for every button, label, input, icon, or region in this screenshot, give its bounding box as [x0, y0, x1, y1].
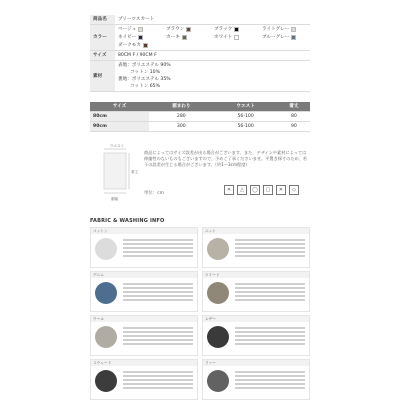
length-label: 着丈 [131, 170, 138, 174]
tumble-dry-icon: ✕ [276, 185, 286, 195]
spec-name-value: プリーツスカート [115, 15, 310, 25]
color-name: ライトグレー [262, 27, 290, 32]
fabric-swatch [95, 238, 117, 260]
bleach-icon: △ [237, 185, 247, 195]
fabric-desc [235, 283, 305, 303]
fabric-swatch [207, 282, 229, 304]
color-swatch [291, 35, 296, 40]
table-row [90, 112, 310, 122]
size-cell: 90cm [90, 122, 149, 132]
hem-label: 裾幅 [111, 197, 118, 201]
spec-row-size [90, 51, 310, 61]
color-option [214, 26, 258, 33]
fabric-desc [123, 283, 193, 303]
size-header: サイズ [90, 102, 149, 112]
spec-size-key: サイズ [90, 51, 115, 61]
color-swatch [234, 35, 239, 40]
color-name: ブラック [214, 27, 233, 32]
fabric-label: レザー [203, 316, 309, 322]
skirt-diagram [90, 143, 140, 203]
color-option [118, 26, 162, 33]
spec-name-key: 商品名 [90, 15, 115, 25]
color-list [118, 26, 307, 49]
material-line: コットン 10% [130, 70, 160, 75]
fabric-card [202, 359, 310, 400]
fabric-card [202, 271, 310, 312]
color-name: カーキ [166, 35, 180, 40]
table-row [90, 122, 310, 132]
size-table [90, 102, 310, 132]
size-cell: 80 [278, 112, 310, 122]
color-option [118, 34, 162, 41]
size-note: 商品によってはサイズ誤差が出る場合がございます。また、デザインや素材によっては伸縮性のないものもございますので、予めご了承くださいませ。平置き採寸のため、若干の誤差が生じる場合がございます。（約1〜3cm程度） [144, 150, 307, 167]
color-option [262, 34, 306, 41]
iron-icon: ◯ [250, 185, 260, 195]
fabric-swatch [207, 238, 229, 260]
fabric-title: FABRIC & WASHING INFO [90, 218, 165, 224]
color-swatch [138, 35, 143, 40]
color-swatch [186, 27, 191, 32]
fabric-label: スウェード [91, 360, 197, 366]
fabric-swatch [95, 326, 117, 348]
fabric-card [90, 227, 198, 268]
size-cell: 280 [149, 112, 213, 122]
color-name: ネイビー [118, 35, 137, 40]
color-swatch [182, 35, 187, 40]
fabric-grid [90, 227, 310, 400]
color-name: ダークモカ [118, 43, 141, 48]
spec-material-key: 素材 [90, 61, 115, 92]
waist-label: ウエスト [110, 144, 124, 148]
fabric-desc [235, 239, 305, 259]
dryclean-icon: ▢ [263, 185, 273, 195]
fabric-card [90, 271, 198, 312]
size-header: ウエスト [213, 102, 277, 112]
care-icons [224, 185, 299, 195]
color-option [166, 34, 210, 41]
fabric-label: コットン [91, 228, 197, 234]
size-cell: 80cm [90, 112, 149, 122]
fabric-label: ウール [91, 316, 197, 322]
color-swatch [143, 43, 148, 48]
unit-text: 単位：cm [144, 191, 164, 196]
material-line: コットン 65% [130, 84, 160, 89]
fabric-label: ニット [203, 228, 309, 234]
fabric-label: ファー [203, 360, 309, 366]
size-header: 着丈 [278, 102, 310, 112]
fabric-swatch [207, 370, 229, 392]
size-cell: 56-100 [213, 122, 277, 132]
color-name: ホワイト [214, 35, 233, 40]
spec-row-color [90, 25, 310, 51]
color-name: ベージュ [118, 27, 137, 32]
size-header-row [90, 102, 310, 112]
fabric-swatch [95, 282, 117, 304]
fabric-card [202, 315, 310, 356]
spec-table [90, 15, 310, 92]
size-cell: 300 [149, 122, 213, 132]
spec-row-name [90, 15, 310, 25]
fabric-card [90, 359, 198, 400]
color-option [262, 26, 306, 33]
dry-icon: ◇ [289, 185, 299, 195]
spec-row-material [90, 61, 310, 92]
fabric-swatch [95, 370, 117, 392]
fabric-swatch [207, 326, 229, 348]
size-cell: 90 [278, 122, 310, 132]
color-option [214, 34, 258, 41]
fabric-desc [235, 327, 305, 347]
material-line: 表地：ポリエステル 90% [118, 63, 171, 68]
wash-icon: ✕ [224, 185, 234, 195]
color-swatch [291, 27, 296, 32]
color-option [166, 26, 210, 33]
fabric-label: デニム [91, 272, 197, 278]
spec-size-value: 80CM F / 90CM F [115, 51, 310, 61]
color-swatch [138, 27, 143, 32]
color-swatch [234, 27, 239, 32]
spec-color-value [115, 25, 310, 51]
fabric-label: ツイード [203, 272, 309, 278]
fabric-card [90, 315, 198, 356]
size-header: 裾まわり [149, 102, 213, 112]
color-name: ブラウン [166, 27, 185, 32]
fabric-desc [123, 327, 193, 347]
fabric-card [202, 227, 310, 268]
material-line: 裏地：ポリエステル 35% [118, 77, 171, 82]
color-option [118, 42, 162, 49]
color-name: ブルーグレー [262, 35, 290, 40]
fabric-desc [123, 371, 193, 391]
size-cell: 56-100 [213, 112, 277, 122]
fabric-desc [235, 371, 305, 391]
skirt-shape [104, 153, 126, 189]
spec-color-key: カラー [90, 25, 115, 51]
fabric-desc [123, 239, 193, 259]
spec-material-value [115, 61, 310, 92]
